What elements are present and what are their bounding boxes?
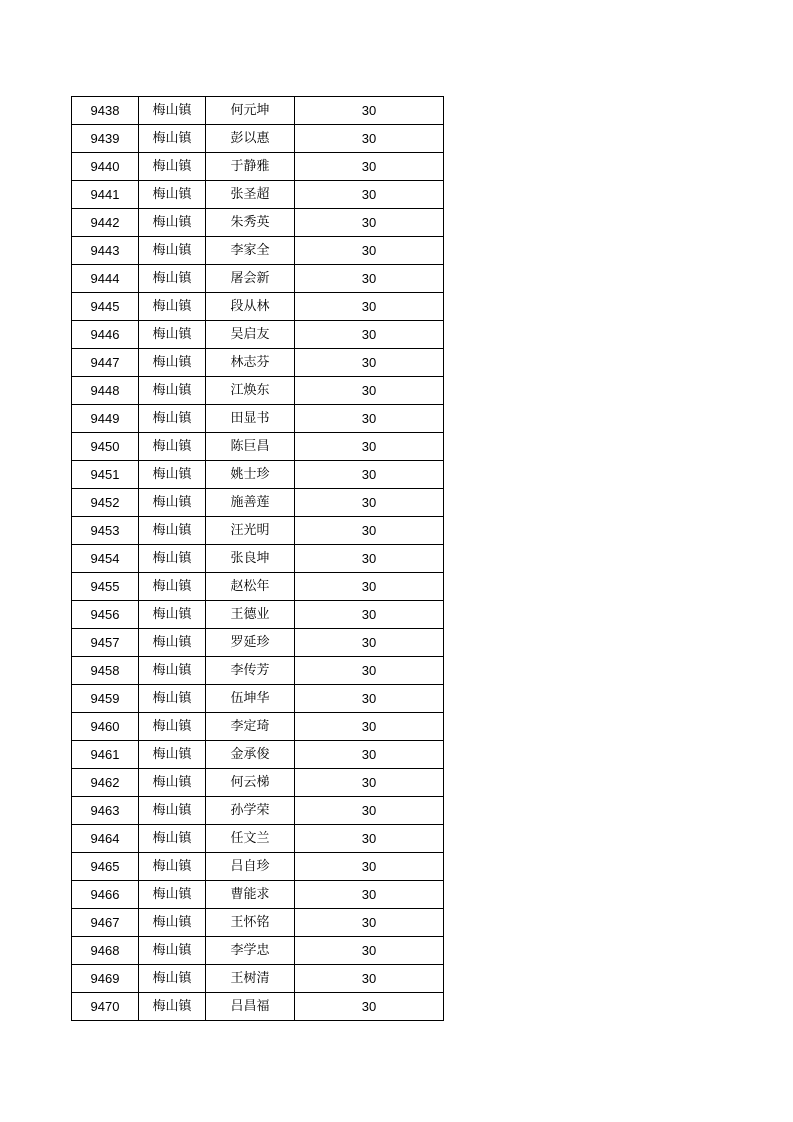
table-row	[72, 713, 444, 741]
table-row	[72, 797, 444, 825]
roster-table	[71, 96, 444, 1021]
person-name-cell: 江焕东	[206, 377, 295, 405]
table-row	[72, 517, 444, 545]
amount-cell: 30	[295, 713, 444, 741]
table-row	[72, 293, 444, 321]
table-row	[72, 657, 444, 685]
person-name-cell: 吕昌福	[206, 993, 295, 1021]
person-name-cell: 姚士珍	[206, 461, 295, 489]
record-number-cell: 9451	[72, 461, 139, 489]
town-cell: 梅山镇	[139, 153, 206, 181]
person-name-cell: 何元坤	[206, 97, 295, 125]
town-cell: 梅山镇	[139, 349, 206, 377]
amount-cell: 30	[295, 293, 444, 321]
person-name-cell: 朱秀英	[206, 209, 295, 237]
amount-cell: 30	[295, 741, 444, 769]
town-cell: 梅山镇	[139, 797, 206, 825]
amount-cell: 30	[295, 657, 444, 685]
person-name-cell: 曹能求	[206, 881, 295, 909]
amount-cell: 30	[295, 433, 444, 461]
town-cell: 梅山镇	[139, 545, 206, 573]
person-name-cell: 李定琦	[206, 713, 295, 741]
table-row	[72, 349, 444, 377]
town-cell: 梅山镇	[139, 237, 206, 265]
amount-cell: 30	[295, 349, 444, 377]
town-cell: 梅山镇	[139, 825, 206, 853]
amount-cell: 30	[295, 629, 444, 657]
amount-cell: 30	[295, 265, 444, 293]
amount-cell: 30	[295, 965, 444, 993]
table-row	[72, 125, 444, 153]
record-number-cell: 9459	[72, 685, 139, 713]
record-number-cell: 9453	[72, 517, 139, 545]
person-name-cell: 赵松年	[206, 573, 295, 601]
amount-cell: 30	[295, 993, 444, 1021]
person-name-cell: 王德业	[206, 601, 295, 629]
record-number-cell: 9447	[72, 349, 139, 377]
record-number-cell: 9462	[72, 769, 139, 797]
record-number-cell: 9438	[72, 97, 139, 125]
person-name-cell: 吕自珍	[206, 853, 295, 881]
table-row	[72, 741, 444, 769]
table-row	[72, 881, 444, 909]
amount-cell: 30	[295, 125, 444, 153]
record-number-cell: 9448	[72, 377, 139, 405]
town-cell: 梅山镇	[139, 321, 206, 349]
person-name-cell: 田显书	[206, 405, 295, 433]
amount-cell: 30	[295, 209, 444, 237]
record-number-cell: 9446	[72, 321, 139, 349]
town-cell: 梅山镇	[139, 993, 206, 1021]
person-name-cell: 王怀铭	[206, 909, 295, 937]
town-cell: 梅山镇	[139, 573, 206, 601]
town-cell: 梅山镇	[139, 713, 206, 741]
person-name-cell: 任文兰	[206, 825, 295, 853]
person-name-cell: 陈巨昌	[206, 433, 295, 461]
record-number-cell: 9439	[72, 125, 139, 153]
record-number-cell: 9452	[72, 489, 139, 517]
record-number-cell: 9456	[72, 601, 139, 629]
person-name-cell: 林志芬	[206, 349, 295, 377]
town-cell: 梅山镇	[139, 125, 206, 153]
record-number-cell: 9470	[72, 993, 139, 1021]
town-cell: 梅山镇	[139, 741, 206, 769]
town-cell: 梅山镇	[139, 937, 206, 965]
record-number-cell: 9461	[72, 741, 139, 769]
person-name-cell: 吴启友	[206, 321, 295, 349]
table-row	[72, 265, 444, 293]
table-row	[72, 377, 444, 405]
town-cell: 梅山镇	[139, 97, 206, 125]
table-row	[72, 629, 444, 657]
person-name-cell: 彭以惠	[206, 125, 295, 153]
record-number-cell: 9464	[72, 825, 139, 853]
amount-cell: 30	[295, 237, 444, 265]
record-number-cell: 9454	[72, 545, 139, 573]
town-cell: 梅山镇	[139, 517, 206, 545]
amount-cell: 30	[295, 825, 444, 853]
record-number-cell: 9466	[72, 881, 139, 909]
amount-cell: 30	[295, 909, 444, 937]
record-number-cell: 9460	[72, 713, 139, 741]
table-row	[72, 573, 444, 601]
town-cell: 梅山镇	[139, 769, 206, 797]
record-number-cell: 9449	[72, 405, 139, 433]
amount-cell: 30	[295, 769, 444, 797]
person-name-cell: 于静雅	[206, 153, 295, 181]
amount-cell: 30	[295, 321, 444, 349]
amount-cell: 30	[295, 517, 444, 545]
record-number-cell: 9467	[72, 909, 139, 937]
person-name-cell: 李传芳	[206, 657, 295, 685]
town-cell: 梅山镇	[139, 377, 206, 405]
amount-cell: 30	[295, 97, 444, 125]
amount-cell: 30	[295, 881, 444, 909]
amount-cell: 30	[295, 853, 444, 881]
table-row	[72, 825, 444, 853]
table-row	[72, 405, 444, 433]
table-row	[72, 97, 444, 125]
person-name-cell: 施善莲	[206, 489, 295, 517]
town-cell: 梅山镇	[139, 433, 206, 461]
table-row	[72, 769, 444, 797]
amount-cell: 30	[295, 573, 444, 601]
person-name-cell: 金承俊	[206, 741, 295, 769]
town-cell: 梅山镇	[139, 293, 206, 321]
table-row	[72, 685, 444, 713]
person-name-cell: 伍坤华	[206, 685, 295, 713]
amount-cell: 30	[295, 181, 444, 209]
town-cell: 梅山镇	[139, 601, 206, 629]
town-cell: 梅山镇	[139, 461, 206, 489]
table-row	[72, 545, 444, 573]
table-row	[72, 489, 444, 517]
town-cell: 梅山镇	[139, 853, 206, 881]
table-row	[72, 153, 444, 181]
person-name-cell: 屠会新	[206, 265, 295, 293]
town-cell: 梅山镇	[139, 881, 206, 909]
roster-table-body	[72, 97, 444, 1021]
person-name-cell: 王树清	[206, 965, 295, 993]
amount-cell: 30	[295, 685, 444, 713]
record-number-cell: 9443	[72, 237, 139, 265]
person-name-cell: 罗延珍	[206, 629, 295, 657]
person-name-cell: 张良坤	[206, 545, 295, 573]
town-cell: 梅山镇	[139, 685, 206, 713]
table-row	[72, 601, 444, 629]
record-number-cell: 9465	[72, 853, 139, 881]
record-number-cell: 9445	[72, 293, 139, 321]
town-cell: 梅山镇	[139, 405, 206, 433]
amount-cell: 30	[295, 797, 444, 825]
record-number-cell: 9458	[72, 657, 139, 685]
town-cell: 梅山镇	[139, 965, 206, 993]
amount-cell: 30	[295, 937, 444, 965]
table-row	[72, 937, 444, 965]
town-cell: 梅山镇	[139, 629, 206, 657]
person-name-cell: 孙学荣	[206, 797, 295, 825]
person-name-cell: 张圣超	[206, 181, 295, 209]
town-cell: 梅山镇	[139, 209, 206, 237]
table-row	[72, 237, 444, 265]
record-number-cell: 9450	[72, 433, 139, 461]
record-number-cell: 9457	[72, 629, 139, 657]
table-row	[72, 853, 444, 881]
amount-cell: 30	[295, 153, 444, 181]
amount-cell: 30	[295, 601, 444, 629]
table-row	[72, 965, 444, 993]
person-name-cell: 李家全	[206, 237, 295, 265]
record-number-cell: 9440	[72, 153, 139, 181]
person-name-cell: 汪光明	[206, 517, 295, 545]
person-name-cell: 李学忠	[206, 937, 295, 965]
table-row	[72, 433, 444, 461]
table-row	[72, 181, 444, 209]
town-cell: 梅山镇	[139, 489, 206, 517]
table-row	[72, 321, 444, 349]
amount-cell: 30	[295, 377, 444, 405]
record-number-cell: 9444	[72, 265, 139, 293]
record-number-cell: 9442	[72, 209, 139, 237]
record-number-cell: 9463	[72, 797, 139, 825]
amount-cell: 30	[295, 489, 444, 517]
amount-cell: 30	[295, 545, 444, 573]
person-name-cell: 段从林	[206, 293, 295, 321]
table-row	[72, 209, 444, 237]
record-number-cell: 9441	[72, 181, 139, 209]
amount-cell: 30	[295, 461, 444, 489]
table-row	[72, 461, 444, 489]
table-row	[72, 993, 444, 1021]
record-number-cell: 9455	[72, 573, 139, 601]
table-row	[72, 909, 444, 937]
record-number-cell: 9468	[72, 937, 139, 965]
town-cell: 梅山镇	[139, 265, 206, 293]
town-cell: 梅山镇	[139, 657, 206, 685]
town-cell: 梅山镇	[139, 181, 206, 209]
amount-cell: 30	[295, 405, 444, 433]
record-number-cell: 9469	[72, 965, 139, 993]
town-cell: 梅山镇	[139, 909, 206, 937]
person-name-cell: 何云梯	[206, 769, 295, 797]
